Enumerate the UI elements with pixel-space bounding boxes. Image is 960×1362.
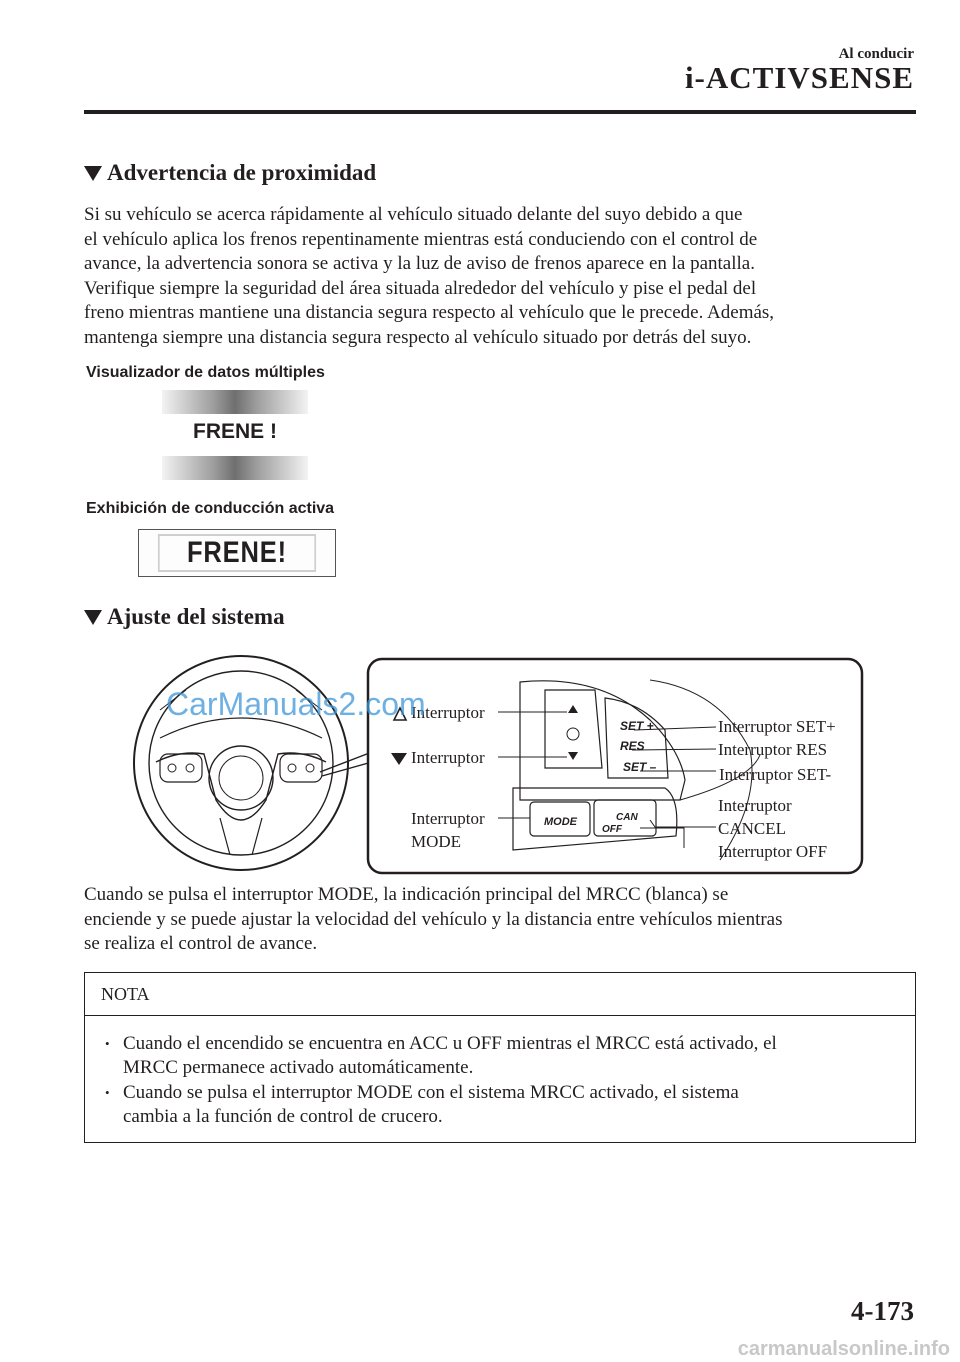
triangle-bullet-icon [84, 166, 102, 181]
section-title: Advertencia de proximidad [107, 160, 377, 185]
caption-multi-display: Visualizador de datos múltiples [86, 364, 325, 381]
set-plus-mark: SET + [620, 719, 654, 733]
section-heading-system [84, 604, 285, 630]
label-set-plus: Interruptor SET+ [718, 717, 836, 736]
label-mode-switch-2: MODE [411, 832, 462, 851]
triangle-bullet-icon [84, 610, 102, 625]
label-res: Interruptor RES [718, 740, 828, 759]
note-title: NOTA [85, 973, 915, 1016]
cancel-mark: CAN [616, 812, 638, 823]
header-title: i-ACTIVSENSE [684, 60, 914, 95]
proximity-paragraph [84, 203, 924, 350]
text-line: el vehículo aplica los frenos repentinamente mientras está conduciendo con el control de [84, 228, 758, 250]
header-section-label: Al conducir [838, 46, 914, 62]
label-down-switch: Interruptor [411, 748, 485, 767]
note-line: • Cuando el encendido se encuentra en ACC u OFF mientras el MRCC está activado, el [123, 1033, 777, 1054]
section-heading-proximity [84, 160, 376, 186]
label-set-minus: Interruptor SET- [719, 765, 832, 784]
active-display-panel [138, 529, 336, 577]
text-line: enciende y se puede ajustar la velocidad del vehículo y la distancia entre vehículos mientras [84, 908, 783, 930]
system-paragraph [84, 883, 924, 957]
set-minus-mark: SET – [623, 760, 657, 774]
text-line: Cuando se pulsa el interruptor MODE, la indicación principal del MRCC (blanca) se [84, 884, 729, 905]
footer-watermark: carmanualsonline.info [737, 1338, 950, 1360]
res-mark: RES [620, 739, 645, 753]
multi-display-warning: FRENE ! [193, 420, 277, 443]
off-mark: OFF [602, 824, 622, 835]
text-line: se realiza el control de avance. [84, 933, 318, 954]
text-line: mantenga siempre una distancia segura respecto al vehículo situado por detrás del suyo. [84, 326, 752, 348]
mode-mark: MODE [544, 816, 577, 828]
note-line: • Cuando se pulsa el interruptor MODE con el sistema MRCC activado, el sistema [123, 1082, 739, 1103]
page-number: 4-173 [851, 1296, 914, 1326]
section-title: Ajuste del sistema [107, 604, 285, 629]
note-list [85, 1032, 915, 1129]
label-cancel-switch: Interruptor [718, 796, 792, 815]
label-cancel-switch-2: CANCEL [718, 819, 786, 838]
active-display-warning: FRENE! [158, 534, 316, 572]
list-item [105, 1032, 899, 1080]
label-up-switch: Interruptor [411, 703, 485, 722]
header-rule [84, 110, 916, 114]
watermark: CarManuals2.com [166, 686, 426, 722]
note-box [84, 972, 916, 1143]
label-mode-switch: Interruptor [411, 809, 485, 828]
text-line: Verifique siempre la seguridad del área situada alrededor del vehículo y pise el pedal del [84, 277, 757, 299]
list-item [105, 1081, 899, 1129]
label-off: Interruptor OFF [718, 842, 828, 861]
note-line: cambia a la función de control de crucero. [123, 1106, 443, 1127]
steering-switch-diagram [120, 650, 870, 880]
display-bar-bottom [162, 456, 308, 480]
text-line: avance, la advertencia sonora se activa y la luz de aviso de frenos aparece en la pantalla. [84, 253, 755, 274]
display-bar-top [162, 390, 308, 414]
caption-active-display: Exhibición de conducción activa [86, 500, 335, 517]
text-line: freno mientras mantiene una distancia segura respecto al vehículo que le precede. Además, [84, 302, 775, 323]
note-line: MRCC permanece activado automáticamente. [123, 1057, 474, 1078]
text-line: Si su vehículo se acerca rápidamente al vehículo situado delante del suyo debido a que [84, 204, 743, 225]
